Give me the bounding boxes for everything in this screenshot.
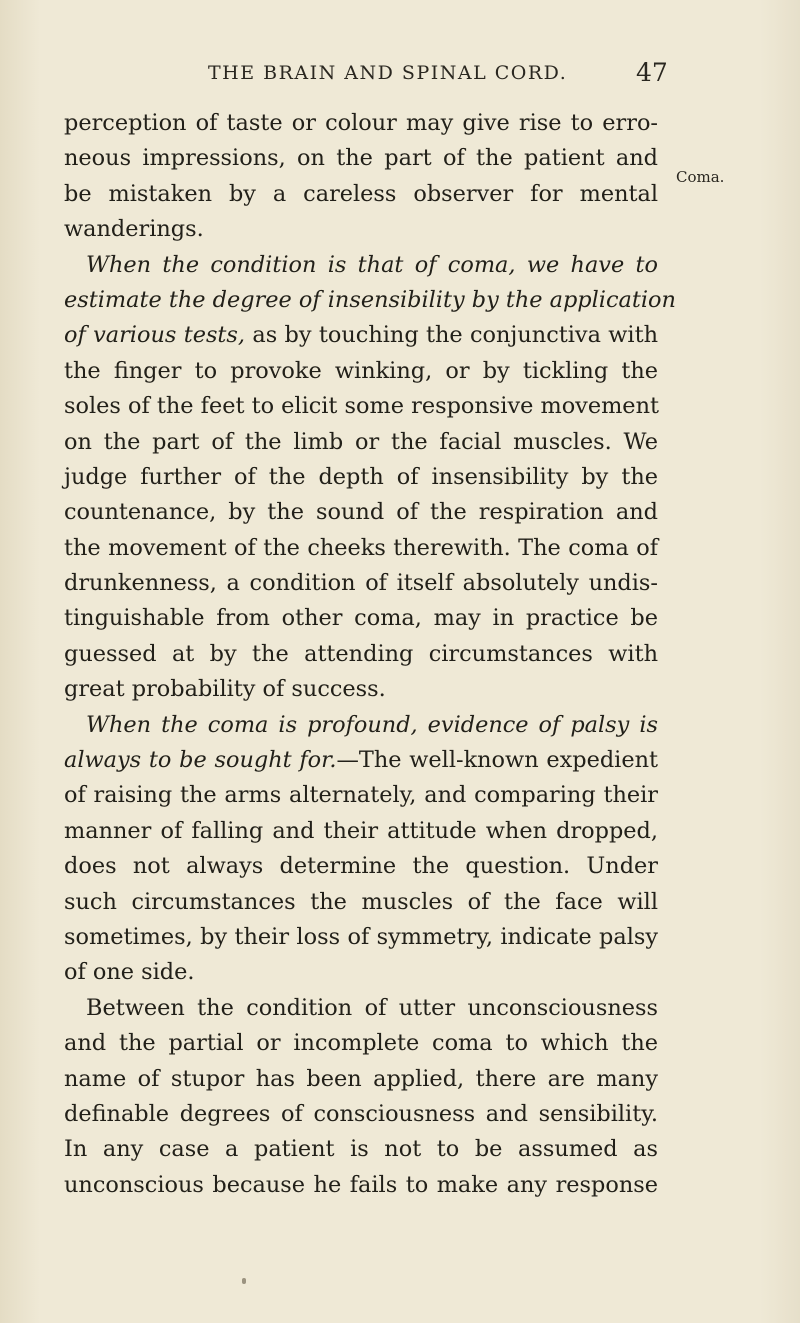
roman-run: as by touching the conjunctiva with <box>245 322 658 349</box>
text-line: In any case a patient is not to be assumed as <box>64 1136 658 1163</box>
text-line: sometimes, by their loss of symmetry, indicate palsy <box>64 923 658 950</box>
text-line: judge further of the depth of insensibility by the <box>64 463 658 490</box>
running-head: THE BRAIN AND SPINAL CORD. <box>208 62 568 84</box>
paragraph <box>64 708 658 991</box>
italic-run: of various tests, <box>64 322 246 349</box>
text-line: great probability of success. <box>64 676 386 703</box>
paragraph <box>64 106 658 248</box>
text-line: definable degrees of consciousness and sensibility. <box>64 1100 658 1127</box>
text-line: manner of falling and their attitude when dropped, <box>64 817 658 844</box>
text-line: does not always determine the question. Under <box>64 853 658 880</box>
text-line: of one side. <box>64 959 195 986</box>
text-line: countenance, by the sound of the respiration and <box>64 499 658 526</box>
text-line: perception of taste or colour may give rise to erro- <box>64 110 658 136</box>
paragraph <box>64 248 676 708</box>
text-line: of raising the arms alternately, and comparing their <box>64 782 658 809</box>
text-line: When the coma is profound, evidence of palsy is <box>86 711 658 738</box>
text-line: on the part of the limb or the facial muscles. We <box>64 428 658 455</box>
text-line: name of stupor has been applied, there are many <box>64 1065 658 1092</box>
text-line: the finger to provoke winking, or by tickling the <box>64 357 658 384</box>
roman-run: —The well-known expedient <box>336 747 659 774</box>
page-header <box>0 58 800 92</box>
text-line: such circumstances the muscles of the face will <box>64 888 658 915</box>
text-line: estimate the degree of insensibility by the application <box>64 286 676 313</box>
text-line: the movement of the cheeks therewith. The coma of <box>64 534 658 561</box>
body-text <box>64 106 676 1203</box>
text-line: When the condition is that of coma, we have to <box>86 251 658 278</box>
text-line: be mistaken by a careless observer for mental <box>64 180 658 207</box>
ink-fleck <box>242 1278 246 1284</box>
text-line: neous impressions, on the part of the patient and <box>64 145 658 172</box>
italic-run: always to be sought for. <box>64 747 337 774</box>
text-line <box>64 743 658 778</box>
text-line: and the partial or incomplete coma to which the <box>64 1030 658 1057</box>
paragraph <box>64 991 658 1203</box>
marginal-note: Coma. <box>676 168 725 186</box>
text-line: drunkenness, a condition of itself absolutely undis- <box>64 570 658 597</box>
text-line: tinguishable from other coma, may in practice be <box>64 605 658 632</box>
text-line: Between the condition of utter unconsciousness <box>86 994 658 1021</box>
text-line <box>64 318 658 353</box>
text-line: wanderings. <box>64 216 204 243</box>
page-number: 47 <box>636 58 668 87</box>
text-line: soles of the feet to elicit some responsive movement <box>64 393 659 420</box>
text-line: unconscious because he fails to make any response <box>64 1171 658 1198</box>
text-line: guessed at by the attending circumstances with <box>64 640 658 667</box>
